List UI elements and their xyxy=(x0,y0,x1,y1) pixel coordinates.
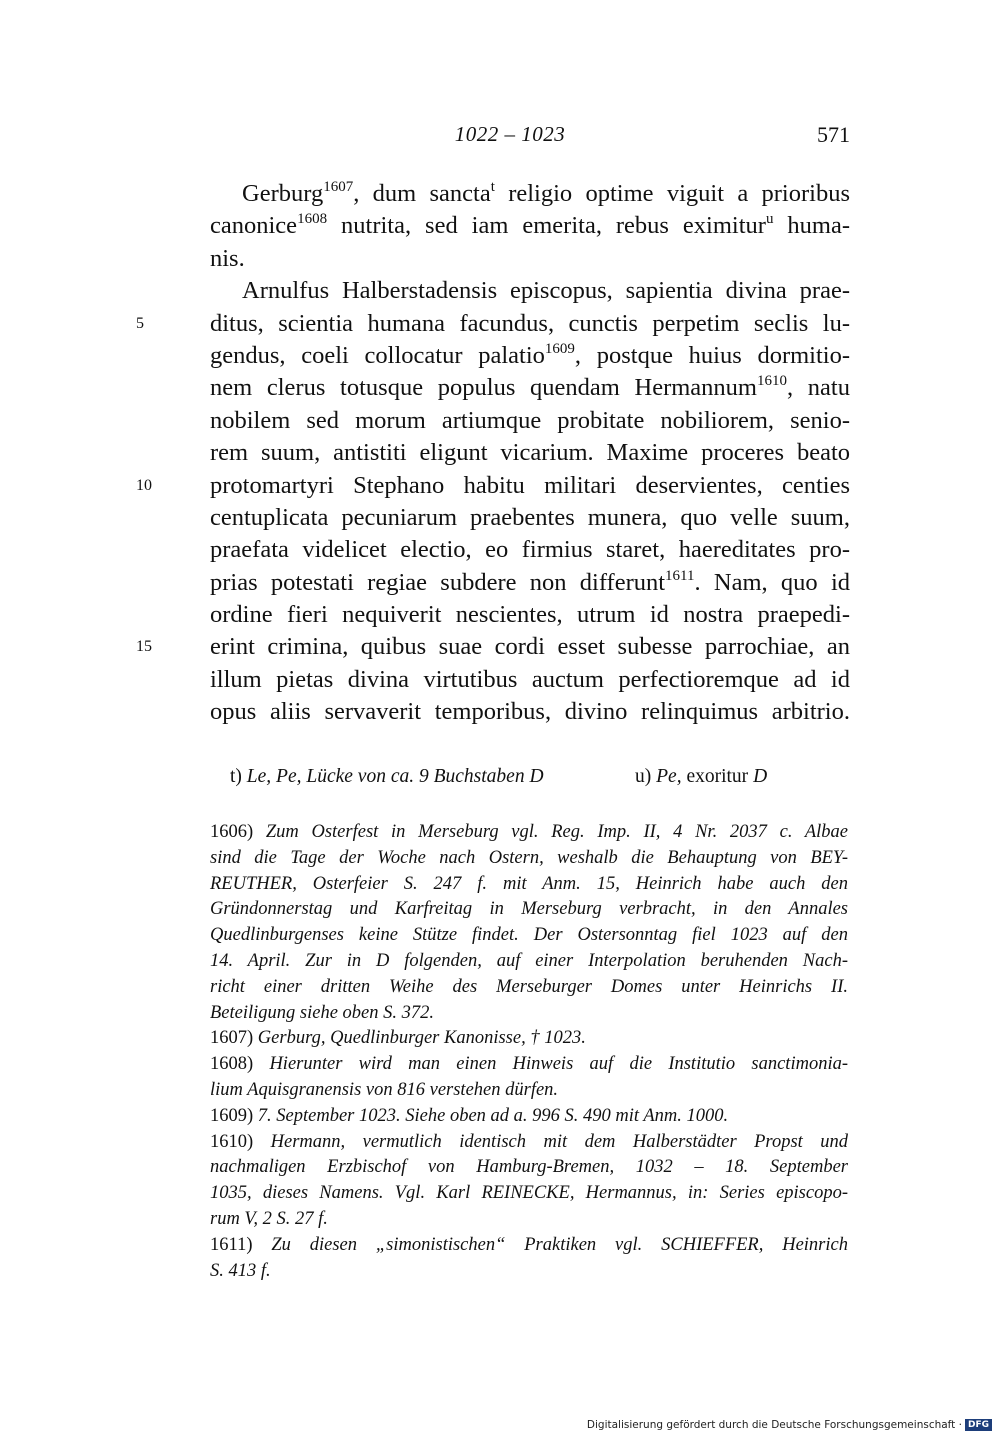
apparatus-mark-t: t) xyxy=(230,766,242,787)
footnote-line xyxy=(210,1001,848,1027)
text-run: canonice xyxy=(210,212,298,240)
apparatus-mark-u: u) xyxy=(635,766,652,787)
text-line xyxy=(210,696,850,728)
digitization-credit xyxy=(587,1419,992,1431)
footnote-text: nachmaligen Erzbischof von Hamburg-Bremen, 1032 – 18. September xyxy=(210,1157,848,1178)
footnote-line xyxy=(210,1078,848,1104)
text-run: huma- xyxy=(773,212,851,240)
footnote-line xyxy=(210,872,848,898)
footnote-text: 7. September 1023. Siehe oben ad a. 996 S. 490 mit Anm. 1000. xyxy=(257,1105,729,1126)
digitization-text: Digitalisierung gefördert durch die Deutsche Forschungsgemeinschaft · xyxy=(586,1419,962,1431)
text-line xyxy=(210,567,850,599)
footnote-text: S. 413 f. xyxy=(210,1260,271,1281)
line-number: 5 xyxy=(136,314,144,332)
footnote-text: Hierunter wird man einen Hinweis auf die Institutio sanctimonia- xyxy=(269,1054,848,1075)
text-run: nutrita, sed iam emerita, rebus eximitur xyxy=(327,212,766,240)
line-number: 10 xyxy=(136,476,152,494)
footnote-ref: t xyxy=(490,179,495,195)
text-run: illum pietas divina virtutibus auctum perfectioremque ad id xyxy=(210,665,850,693)
footnote-text: lium Aquisgranensis von 816 verstehen dürfen. xyxy=(210,1079,559,1100)
footnote-line xyxy=(210,897,848,923)
apparatus-witness-u: Pe, xyxy=(656,766,682,787)
text-run: ordine fieri nequiverit nescientes, utrum id nostra praepedi- xyxy=(210,601,850,629)
footnote-text: rum V, 2 S. 27 f. xyxy=(210,1208,328,1229)
page-number: 571 xyxy=(817,122,850,147)
text-run: erint crimina, quibus suae cordi esset subesse parrochiae, an xyxy=(210,633,850,661)
text-line xyxy=(210,502,850,534)
apparatus-note-u xyxy=(635,766,767,788)
footnote-number: 1607) xyxy=(210,1028,258,1049)
footnote-line xyxy=(210,1026,848,1052)
footnote-text: 14. April. Zur in D folgenden, auf einer Interpolation beruhenden Nach- xyxy=(210,950,848,971)
text-line xyxy=(210,405,850,437)
footnote-line xyxy=(210,949,848,975)
footnote-text: richt einer dritten Weihe des Merseburger Domes unter Heinrichs II. xyxy=(210,976,848,997)
footnote-text: Zu diesen „simonistischen“ Praktiken vgl. SCHIEFFER, Heinrich xyxy=(271,1234,848,1255)
footnote-number: 1608) xyxy=(210,1054,270,1075)
text-run: prias potestati regiae subdere non differunt xyxy=(210,568,666,596)
text-line xyxy=(136,631,850,663)
text-run: gendus, coeli collocatur palatio xyxy=(210,341,545,369)
footnote-ref: 1610 xyxy=(757,373,787,390)
text-line xyxy=(210,243,850,275)
apparatus-note-t xyxy=(230,766,544,788)
footnote-line xyxy=(210,1130,848,1156)
text-run: rem suum, antistiti eligunt vicarium. Maxime proceres beato xyxy=(210,439,850,467)
text-line xyxy=(210,340,850,372)
footnote-text: REUTHER, Osterfeier S. 247 f. mit Anm. 15, Heinrich habe auch den xyxy=(210,873,848,894)
footnote-line xyxy=(210,820,848,846)
footnote-line xyxy=(210,1233,848,1259)
footnote-ref: 1611 xyxy=(665,567,695,584)
footnote-ref: u xyxy=(765,211,774,228)
text-line xyxy=(210,372,850,404)
critical-apparatus xyxy=(230,766,850,794)
apparatus-text-t: Le, Pe, Lücke von ca. 9 Buchstaben D xyxy=(246,766,544,787)
footnote-number: 1606) xyxy=(210,822,266,842)
footnote-number: 1610) xyxy=(210,1131,271,1152)
text-line xyxy=(210,534,850,566)
footnote-text: Gerburg, Quedlinburger Kanonisse, † 1023. xyxy=(257,1028,586,1049)
text-run: , postque huius dormitio- xyxy=(574,341,850,369)
text-line xyxy=(136,470,850,502)
footnote-number: 1611) xyxy=(210,1234,272,1255)
text-run: praefata videlicet electio, eo firmius staret, haereditates pro- xyxy=(210,536,850,564)
running-title: 1022 – 1023 xyxy=(454,122,566,146)
text-line xyxy=(210,178,850,210)
footnote-text: Hermann, vermutlich identisch mit dem Halberstädter Propst und xyxy=(270,1131,848,1152)
text-run: , dum sancta xyxy=(353,180,491,207)
text-line xyxy=(210,599,850,631)
footnote-line xyxy=(210,1181,848,1207)
footnote-text: Gründonnerstag und Karfreitag in Merseburg verbracht, in den Annales xyxy=(210,899,848,920)
text-line xyxy=(210,437,850,469)
footnote-number: 1609) xyxy=(210,1105,258,1126)
footnote-text: Beteiligung siehe oben S. 372. xyxy=(210,1002,435,1023)
text-run: opus aliis servaverit temporibus, divino relinquimus arbitrio. xyxy=(210,698,850,726)
footnote-line xyxy=(210,1104,848,1130)
footnote-text: 1035, dieses Namens. Vgl. Karl REINECKE, Hermannus, in: Series episcopo- xyxy=(210,1183,848,1204)
footnote-ref: 1608 xyxy=(297,211,328,228)
footnote-line xyxy=(210,1052,848,1078)
main-text xyxy=(136,178,851,729)
text-run: centuplicata pecuniarum praebentes munera, quo velle suum, xyxy=(210,503,850,531)
text-run: , natu xyxy=(787,374,850,402)
footnote-line xyxy=(210,1259,848,1285)
text-line xyxy=(210,210,850,242)
text-run: nis. xyxy=(210,244,245,272)
footnote-ref: 1609 xyxy=(544,340,575,357)
apparatus-siglum-u: D xyxy=(753,766,768,787)
text-line xyxy=(210,275,850,307)
footnote-line xyxy=(210,923,848,949)
footnote-text: Zum Osterfest in Merseburg vgl. Reg. Imp. II, 4 Nr. 2037 c. Albae xyxy=(265,822,848,842)
footnote-line xyxy=(210,1155,848,1181)
text-run: ditus, scientia humana facundus, cunctis perpetim seclis lu- xyxy=(210,309,850,337)
footnote-ref: 1607 xyxy=(323,179,354,195)
dfg-logo: DFG xyxy=(965,1419,992,1431)
text-run: protomartyri Stephano habitu militari deservientes, centies xyxy=(210,471,850,499)
footnotes xyxy=(210,820,848,1284)
apparatus-reading-u: exoritur xyxy=(686,766,749,787)
text-run: . Nam, quo id xyxy=(694,568,850,596)
text-run: nobilem sed morum artiumque probitate nobiliorem, senio- xyxy=(210,406,850,434)
footnote-text: sind die Tage der Woche nach Ostern, weshalb die Behauptung von BEY- xyxy=(210,847,848,868)
line-number: 15 xyxy=(136,638,152,656)
text-run: nem clerus totusque populus quendam Hermannum xyxy=(210,374,757,402)
text-run: religio optime viguit a prioribus xyxy=(494,180,850,207)
footnote-line xyxy=(210,975,848,1001)
text-run: Gerburg xyxy=(242,180,324,207)
text-run: Arnulfus Halberstadensis episcopus, sapientia divina prae- xyxy=(242,277,850,305)
text-line xyxy=(210,664,850,696)
running-head xyxy=(0,122,1000,152)
footnote-text: Quedlinburgenses keine Stütze findet. Der Ostersonntag fiel 1023 auf den xyxy=(210,925,848,946)
text-line xyxy=(136,308,850,340)
footnote-line xyxy=(210,846,848,872)
footnote-line xyxy=(210,1207,848,1233)
